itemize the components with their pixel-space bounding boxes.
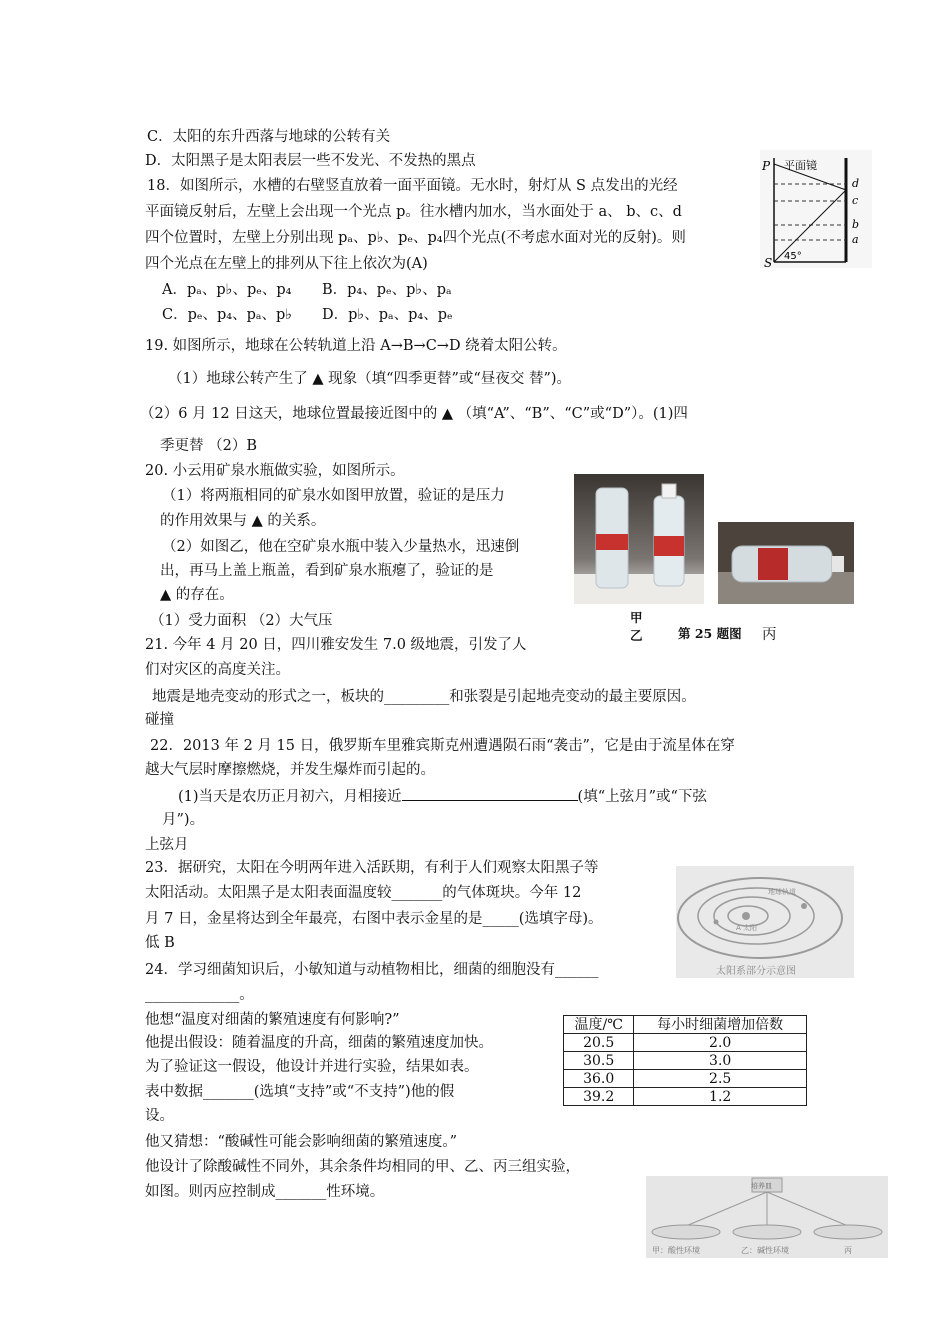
table-cell: 3.0 bbox=[634, 1052, 807, 1070]
caption-bing: 丙 bbox=[762, 627, 777, 643]
level-b: b bbox=[852, 218, 860, 231]
table-cell: 2.0 bbox=[634, 1034, 807, 1052]
q19-part2: （2）6 月 12 日这天，地球位置最接近图中的 ▲ （填“A”、“B”、“C”或“D”）。(1)四 bbox=[140, 406, 688, 422]
caption-jia: 甲 bbox=[630, 610, 643, 625]
q21-line2: 们对灾区的高度关注。 bbox=[145, 662, 290, 678]
q24-line9: 他设计了除酸碱性不同外，其余条件均相同的甲、乙、丙三组实验， bbox=[145, 1159, 580, 1175]
bottles-photo-jia bbox=[574, 474, 704, 604]
table-header-cell: 每小时细菌增加倍数 bbox=[634, 1016, 807, 1034]
q24-line3: 他想“温度对细菌的繁殖速度有何影响?” bbox=[145, 1012, 400, 1028]
caption-title: 第 25 题图 bbox=[678, 626, 742, 641]
q24-line2: _____________。 bbox=[145, 987, 254, 1003]
q18-option-b: B．p₄、pₑ、p♭、pₐ bbox=[322, 282, 452, 298]
q18-option-d: D．p♭、pₐ、p₄、pₑ bbox=[322, 307, 453, 323]
q20-part2a: （2）如图乙，他在空矿泉水瓶中装入少量热水，迅速倒 bbox=[162, 539, 520, 555]
earth-orbit-label: 地球轨道 bbox=[768, 888, 796, 896]
mirror-s-label: S bbox=[764, 256, 773, 268]
q24-line6: 表中数据_______(选填“支持”或“不支持”)他的假 bbox=[145, 1084, 455, 1100]
angle-label: 45° bbox=[784, 251, 802, 262]
table-cell: 39.2 bbox=[564, 1088, 634, 1106]
q24-line8: 他又猜想：“酸碱性可能会影响细菌的繁殖速度。” bbox=[145, 1134, 458, 1150]
level-d: d bbox=[852, 177, 860, 190]
table-row bbox=[564, 1070, 807, 1088]
q20-part1a: （1）将两瓶相同的矿泉水如图甲放置，验证的是压力 bbox=[162, 488, 505, 504]
mirror-label: 平面镜 bbox=[784, 159, 817, 172]
q24-line5: 为了验证这一假设，他设计并进行实验，结果如表。 bbox=[145, 1059, 479, 1075]
caption-yi: 乙 bbox=[630, 628, 643, 643]
q20-stem: 20. 小云用矿泉水瓶做实验，如图所示。 bbox=[145, 463, 405, 479]
bottle-photo-yi bbox=[718, 522, 854, 604]
q20-part2c: ▲ 的存在。 bbox=[160, 587, 234, 603]
table-cell: 1.2 bbox=[634, 1088, 807, 1106]
q20-part2b: 出，再马上盖上瓶盖，看到矿泉水瓶瘪了，验证的是 bbox=[160, 563, 494, 579]
q24-line10: 如图。则丙应控制成_______性环境。 bbox=[145, 1184, 385, 1200]
table-row bbox=[564, 1052, 807, 1070]
table-cell: 36.0 bbox=[564, 1070, 634, 1088]
q19-stem: 19. 如图所示，地球在公转轨道上沿 A→B→C→D 绕着太阳公转。 bbox=[145, 338, 567, 354]
table-row bbox=[564, 1034, 807, 1052]
dish-bing-label: 丙 bbox=[844, 1246, 852, 1255]
q21-line3: 地震是地壳变动的形式之一，板块的_________和张裂是引起地壳变动的最主要原因。 bbox=[152, 689, 696, 705]
table-header-cell: 温度/℃ bbox=[564, 1016, 634, 1034]
q21-line1: 21. 今年 4 月 20 日，四川雅安发生 7.0 级地震，引发了人 bbox=[145, 637, 527, 653]
q23-line2: 太阳活动。太阳黑子是太阳表面温度较_______的气体斑块。今年 12 bbox=[145, 885, 582, 901]
q23-line3: 月 7 日，金星将达到全年最亮，右图中表示金星的是_____(选填字母)。 bbox=[145, 911, 603, 927]
dish-yi-label: 乙：碱性环境 bbox=[741, 1246, 789, 1255]
q18-option-c: C．pₑ、p₄、pₐ、p♭ bbox=[162, 307, 293, 323]
mirror-p-label: P bbox=[762, 159, 771, 173]
dish-jia-label: 甲：酸性环境 bbox=[652, 1246, 700, 1255]
sun-label: A 太阳 bbox=[736, 924, 758, 932]
q18-line2: 平面镜反射后，左壁上会出现一个光点 p。往水槽内加水，当水面处于 a、 b、c、d bbox=[145, 204, 682, 220]
solar-caption: 太阳系部分示意图 bbox=[716, 966, 796, 977]
table-cell: 2.5 bbox=[634, 1070, 807, 1088]
q18-option-a: A．pₐ、p♭、pₑ、p₄ bbox=[162, 282, 292, 298]
q19-part1: （1）地球公转产生了 ▲ 现象（填“四季更替”或“昼夜交 替”)。 bbox=[168, 371, 572, 387]
table-cell: 30.5 bbox=[564, 1052, 634, 1070]
q20-part1b: 的作用效果与 ▲ 的关系。 bbox=[160, 513, 326, 529]
q24-line4: 他提出假设：随着温度的升高，细菌的繁殖速度加快。 bbox=[145, 1035, 493, 1051]
q22-line4: 月”)。 bbox=[162, 812, 205, 828]
mirror-tank-figure bbox=[760, 150, 872, 268]
option-c: C．太阳的东升西落与地球的公转有关 bbox=[147, 129, 391, 145]
q22-line3: (1)当天是农历正月初六，月相接近 (填“上弦月”或“下弦 bbox=[178, 785, 707, 807]
q23-line1: 23．据研究，太阳在今明两年进入活跃期，有利于人们观察太阳黑子等 bbox=[145, 860, 599, 876]
bacteria-table bbox=[563, 1015, 807, 1106]
table-header-row bbox=[564, 1016, 807, 1034]
q18-line1: 18．如图所示，水槽的右壁竖直放着一面平面镜。无水时，射灯从 S 点发出的光经 bbox=[147, 178, 678, 194]
q22-line1: 22．2013 年 2 月 15 日，俄罗斯车里雅宾斯克州遭遇陨石雨“袭击”，它是由于流星体在穿 bbox=[150, 738, 735, 754]
dish-top-label: 培养皿 bbox=[751, 1182, 772, 1190]
q19-answer: 季更替 （2）B bbox=[160, 438, 257, 454]
petri-dish-figure bbox=[646, 1176, 888, 1258]
q24-line1: 24．学习细菌知识后，小敏知道与动植物相比，细菌的细胞没有______ bbox=[145, 962, 599, 978]
q22-answer: 上弦月 bbox=[145, 837, 189, 853]
option-d: D．太阳黑子是太阳表层一些不发光、不发热的黑点 bbox=[145, 153, 476, 169]
q23-answer: 低 B bbox=[145, 935, 175, 951]
table-cell: 20.5 bbox=[564, 1034, 634, 1052]
q20-answer: （1）受力面积 （2）大气压 bbox=[150, 613, 333, 629]
level-a: a bbox=[852, 233, 859, 246]
solar-system-figure bbox=[676, 866, 854, 978]
q21-answer: 碰撞 bbox=[145, 712, 174, 728]
q18-line3: 四个位置时，左壁上分别出现 pₐ、p♭、pₑ、p₄四个光点(不考虑水面对光的反射)。则 bbox=[145, 230, 686, 246]
q18-line4: 四个光点在左壁上的排列从下往上依次为(A) bbox=[145, 256, 428, 272]
level-c: c bbox=[852, 194, 859, 207]
q24-line7: 设。 bbox=[145, 1108, 174, 1124]
table-row bbox=[564, 1088, 807, 1106]
q22-line2: 越大气层时摩擦燃烧，并发生爆炸而引起的。 bbox=[145, 762, 435, 778]
